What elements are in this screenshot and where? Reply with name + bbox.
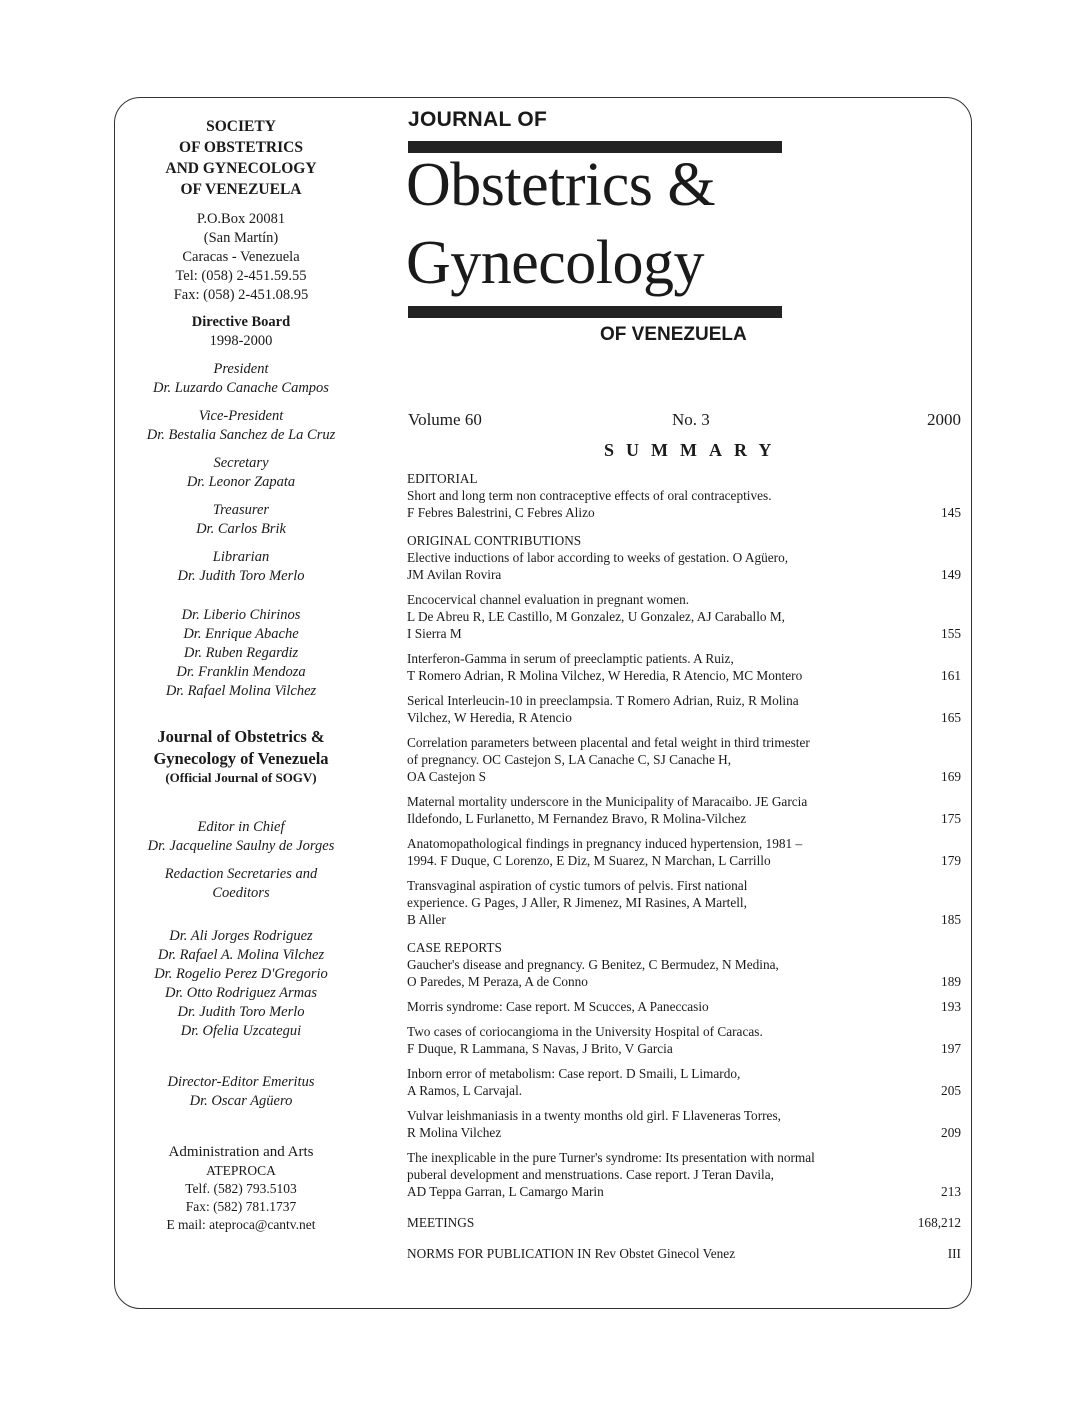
- toc-entry-line: F Duque, R Lammana, S Navas, J Brito, V Garcia: [407, 1041, 673, 1056]
- coeditor-name: Dr. Judith Toro Merlo: [177, 1004, 305, 1020]
- toc-entry-line: A Ramos, L Carvajal.: [407, 1083, 523, 1098]
- toc-entry-line: puberal development and menstruations. Case report. J Teran Davila,: [407, 1167, 774, 1182]
- toc-norms-label: NORMS FOR PUBLICATION IN Rev Obstet Ginecol Venez: [407, 1246, 736, 1261]
- administration-block: [116, 1143, 366, 1234]
- toc-entry-line: JM Avilan Rovira: [407, 567, 502, 582]
- toc-page-number: 189: [941, 974, 961, 989]
- toc-entry-line: of pregnancy. OC Castejon S, LA Canache C, SJ Canache H,: [407, 752, 732, 767]
- toc-entry-line: Ildefondo, L Furlanetto, M Fernandez Bravo, R Molina-Vilchez: [407, 811, 747, 826]
- role-title: Treasurer: [212, 502, 270, 518]
- board-role: [116, 407, 366, 445]
- toc-entry[interactable]: [407, 835, 961, 869]
- toc-entry-line: Vulvar leishmaniasis in a twenty months old girl. F Llaveneras Torres,: [407, 1108, 781, 1123]
- redaction-line: Coeditors: [212, 885, 270, 901]
- address-line: (San Martín): [203, 230, 279, 246]
- toc-section: [407, 470, 961, 521]
- masthead-title-line-2: Gynecology: [406, 229, 705, 297]
- coeditor-name: Dr. Rafael A. Molina Vilchez: [157, 947, 325, 963]
- toc-page-number: 168,212: [917, 1215, 961, 1230]
- summary-heading: SUMMARY: [604, 440, 784, 460]
- toc-page-number: III: [947, 1246, 961, 1261]
- toc-page-number: 149: [941, 567, 961, 582]
- role-name: Dr. Luzardo Canache Campos: [153, 380, 329, 396]
- admin-email: E mail: ateproca@cantv.net: [166, 1217, 316, 1232]
- toc-entry-line: Anatomopathological findings in pregnancy induced hypertension, 1981 –: [407, 836, 803, 851]
- society-address: [116, 210, 366, 305]
- board-role: [116, 548, 366, 586]
- table-of-contents: [407, 470, 961, 1262]
- toc-entry[interactable]: [407, 1107, 961, 1141]
- society-line: AND GYNECOLOGY: [165, 160, 317, 177]
- toc-page-number: 205: [941, 1083, 961, 1098]
- society-name: [116, 116, 366, 200]
- toc-entry-line: B Aller: [407, 912, 446, 927]
- board-role: [116, 454, 366, 492]
- toc-entry[interactable]: [407, 549, 961, 583]
- toc-page-number: 165: [941, 710, 961, 725]
- redaction-line: Redaction Secretaries and: [164, 866, 318, 882]
- role-name: Dr. Bestalia Sanchez de La Cruz: [146, 427, 336, 443]
- toc-entry-line: I Sierra M: [407, 626, 462, 641]
- toc-meetings-label: MEETINGS: [407, 1215, 475, 1230]
- toc-entry-line: Interferon-Gamma in serum of preeclamptic patients. A Ruiz,: [407, 651, 734, 666]
- toc-entry[interactable]: [407, 1023, 961, 1057]
- journal-subtitle: (Official Journal of SOGV): [165, 770, 317, 785]
- toc-page-number: 145: [941, 505, 961, 520]
- toc-entry-line: T Romero Adrian, R Molina Vilchez, W Heredia, R Atencio, MC Montero: [407, 668, 803, 683]
- toc-entry[interactable]: [407, 998, 961, 1015]
- admin-title: Administration and Arts: [168, 1144, 314, 1160]
- role-title: Secretary: [213, 455, 269, 471]
- coeditor-name: Dr. Ali Jorges Rodriguez: [169, 928, 313, 944]
- toc-entry-line: Maternal mortality underscore in the Municipality of Maracaibo. JE Garcia: [407, 794, 808, 809]
- toc-page-number: 185: [941, 912, 961, 927]
- toc-page-number: 193: [941, 999, 961, 1014]
- toc-page-number: 155: [941, 626, 961, 641]
- redaction-heading: [116, 865, 366, 903]
- member-name: Dr. Ruben Regardiz: [183, 645, 299, 661]
- toc-entry-line: The inexplicable in the pure Turner's syndrome: Its presentation with normal: [407, 1150, 815, 1165]
- toc-entry[interactable]: [407, 1149, 961, 1200]
- toc-entry[interactable]: [407, 877, 961, 928]
- toc-entry-line: F Febres Balestrini, C Febres Alizo: [407, 505, 595, 520]
- toc-entry-line: Morris syndrome: Case report. M Scucces, A Paneccasio: [407, 999, 709, 1014]
- directive-board-title: Directive Board: [191, 314, 291, 330]
- toc-section-title: EDITORIAL: [407, 471, 478, 486]
- masthead-title-line-1: Obstetrics &: [406, 151, 716, 219]
- toc-entry-line: AD Teppa Garran, L Camargo Marin: [407, 1184, 604, 1199]
- journal-name-line: Gynecology of Venezuela: [153, 749, 329, 768]
- member-name: Dr. Rafael Molina Vilchez: [165, 683, 317, 699]
- toc-entry-line: Vilchez, W Heredia, R Atencio: [407, 710, 572, 725]
- toc-section: [407, 939, 961, 1200]
- board-role: [116, 360, 366, 398]
- admin-telephone: Telf. (582) 793.5103: [185, 1181, 297, 1196]
- toc-entry-line: Correlation parameters between placental and fetal weight in third trimester: [407, 735, 810, 750]
- masthead-journal-of: JOURNAL OF: [408, 108, 548, 131]
- role-name: Dr. Judith Toro Merlo: [177, 568, 305, 584]
- toc-page-number: 197: [941, 1041, 961, 1056]
- toc-page-number: 161: [941, 668, 961, 683]
- member-name: Dr. Franklin Mendoza: [176, 664, 306, 680]
- emeritus-role: Director-Editor Emeritus: [167, 1074, 315, 1090]
- journal-name-line: Journal of Obstetrics &: [157, 727, 325, 746]
- masthead-sidebar: [116, 116, 366, 1234]
- coeditor-name: Dr. Rogelio Perez D'Gregorio: [154, 966, 328, 982]
- editor-emeritus: [116, 1073, 366, 1111]
- toc-page-number: 179: [941, 853, 961, 868]
- member-name: Dr. Liberio Chirinos: [181, 607, 301, 623]
- society-line: OF OBSTETRICS: [179, 139, 303, 156]
- toc-entry[interactable]: [407, 591, 961, 642]
- toc-page-number: 169: [941, 769, 961, 784]
- editor-name: Dr. Jacqueline Saulny de Jorges: [147, 838, 335, 854]
- toc-entry[interactable]: [407, 793, 961, 827]
- emeritus-name: Dr. Oscar Agüero: [189, 1093, 293, 1109]
- toc-entry-line: L De Abreu R, LE Castillo, M Gonzalez, U Gonzalez, AJ Caraballo M,: [407, 609, 786, 624]
- toc-section-title: CASE REPORTS: [407, 940, 502, 955]
- coeditors-list: [116, 927, 366, 1041]
- toc-entry[interactable]: [407, 956, 961, 990]
- toc-norms[interactable]: [407, 1245, 961, 1262]
- toc-entry-line: experience. G Pages, J Aller, R Jimenez, MI Rasines, A Martell,: [407, 895, 747, 910]
- toc-entry-line: R Molina Vilchez: [407, 1125, 502, 1140]
- toc-entry[interactable]: [407, 650, 961, 684]
- address-line: Tel: (058) 2-451.59.55: [175, 268, 307, 284]
- toc-page-number: 209: [941, 1125, 961, 1140]
- member-name: Dr. Enrique Abache: [183, 626, 299, 642]
- toc-entry[interactable]: [407, 692, 961, 726]
- directive-board-years: 1998-2000: [209, 333, 273, 349]
- board-members: [116, 606, 366, 701]
- masthead-of-venezuela: OF VENEZUELA: [600, 324, 747, 345]
- toc-entry[interactable]: [407, 487, 961, 521]
- coeditor-name: Dr. Otto Rodriguez Armas: [165, 985, 317, 1001]
- toc-entry-line: O Paredes, M Peraza, A de Conno: [407, 974, 588, 989]
- role-name: Dr. Leonor Zapata: [186, 474, 296, 490]
- editor-in-chief: [116, 818, 366, 856]
- toc-section-title: ORIGINAL CONTRIBUTIONS: [407, 533, 582, 548]
- masthead-bottom-rule: [408, 306, 782, 318]
- toc-entry-line: Transvaginal aspiration of cystic tumors of pelvis. First national: [407, 878, 748, 893]
- journal-name: [116, 726, 366, 770]
- society-line: SOCIETY: [206, 118, 276, 135]
- toc-meetings[interactable]: [407, 1214, 961, 1231]
- address-line: Caracas - Venezuela: [182, 249, 300, 265]
- toc-entry-line: 1994. F Duque, C Lorenzo, E Diz, M Suarez, N Marchan, L Carrillo: [407, 853, 771, 868]
- issue-year: 2000: [927, 410, 961, 429]
- society-line: OF VENEZUELA: [180, 181, 302, 198]
- admin-fax: Fax: (582) 781.1737: [185, 1199, 297, 1214]
- toc-page-number: 175: [941, 811, 961, 826]
- editor-role: Editor in Chief: [197, 819, 285, 835]
- role-title: Vice-President: [198, 408, 284, 424]
- address-line: P.O.Box 20081: [196, 211, 286, 227]
- toc-entry[interactable]: [407, 1065, 961, 1099]
- role-title: Librarian: [212, 549, 270, 565]
- toc-entry-line: Elective inductions of labor according to weeks of gestation. O Agüero,: [407, 550, 789, 565]
- coeditor-name: Dr. Ofelia Uzcategui: [180, 1023, 302, 1039]
- issue-volume: Volume 60: [408, 410, 482, 429]
- toc-entry-line: Short and long term non contraceptive effects of oral contraceptives.: [407, 488, 772, 503]
- issue-number: No. 3: [672, 410, 710, 429]
- toc-section: [407, 532, 961, 928]
- address-line: Fax: (058) 2-451.08.95: [173, 287, 309, 303]
- toc-entry-line: Gaucher's disease and pregnancy. G Benitez, C Bermudez, N Medina,: [407, 957, 779, 972]
- toc-entry-line: Inborn error of metabolism: Case report. D Smaili, L Limardo,: [407, 1066, 741, 1081]
- role-name: Dr. Carlos Brik: [196, 521, 286, 537]
- toc-entry-line: OA Castejon S: [407, 769, 487, 784]
- toc-entry-line: Two cases of coriocangioma in the University Hospital of Caracas.: [407, 1024, 763, 1039]
- toc-entry[interactable]: [407, 734, 961, 785]
- toc-page-number: 213: [941, 1184, 961, 1199]
- admin-name: ATEPROCA: [206, 1163, 276, 1178]
- toc-entry-line: Encocervical channel evaluation in pregnant women.: [407, 592, 690, 607]
- toc-entry-line: Serical Interleucin-10 in preeclampsia. T Romero Adrian, Ruiz, R Molina: [407, 693, 799, 708]
- role-title: President: [213, 361, 269, 377]
- board-role: [116, 501, 366, 539]
